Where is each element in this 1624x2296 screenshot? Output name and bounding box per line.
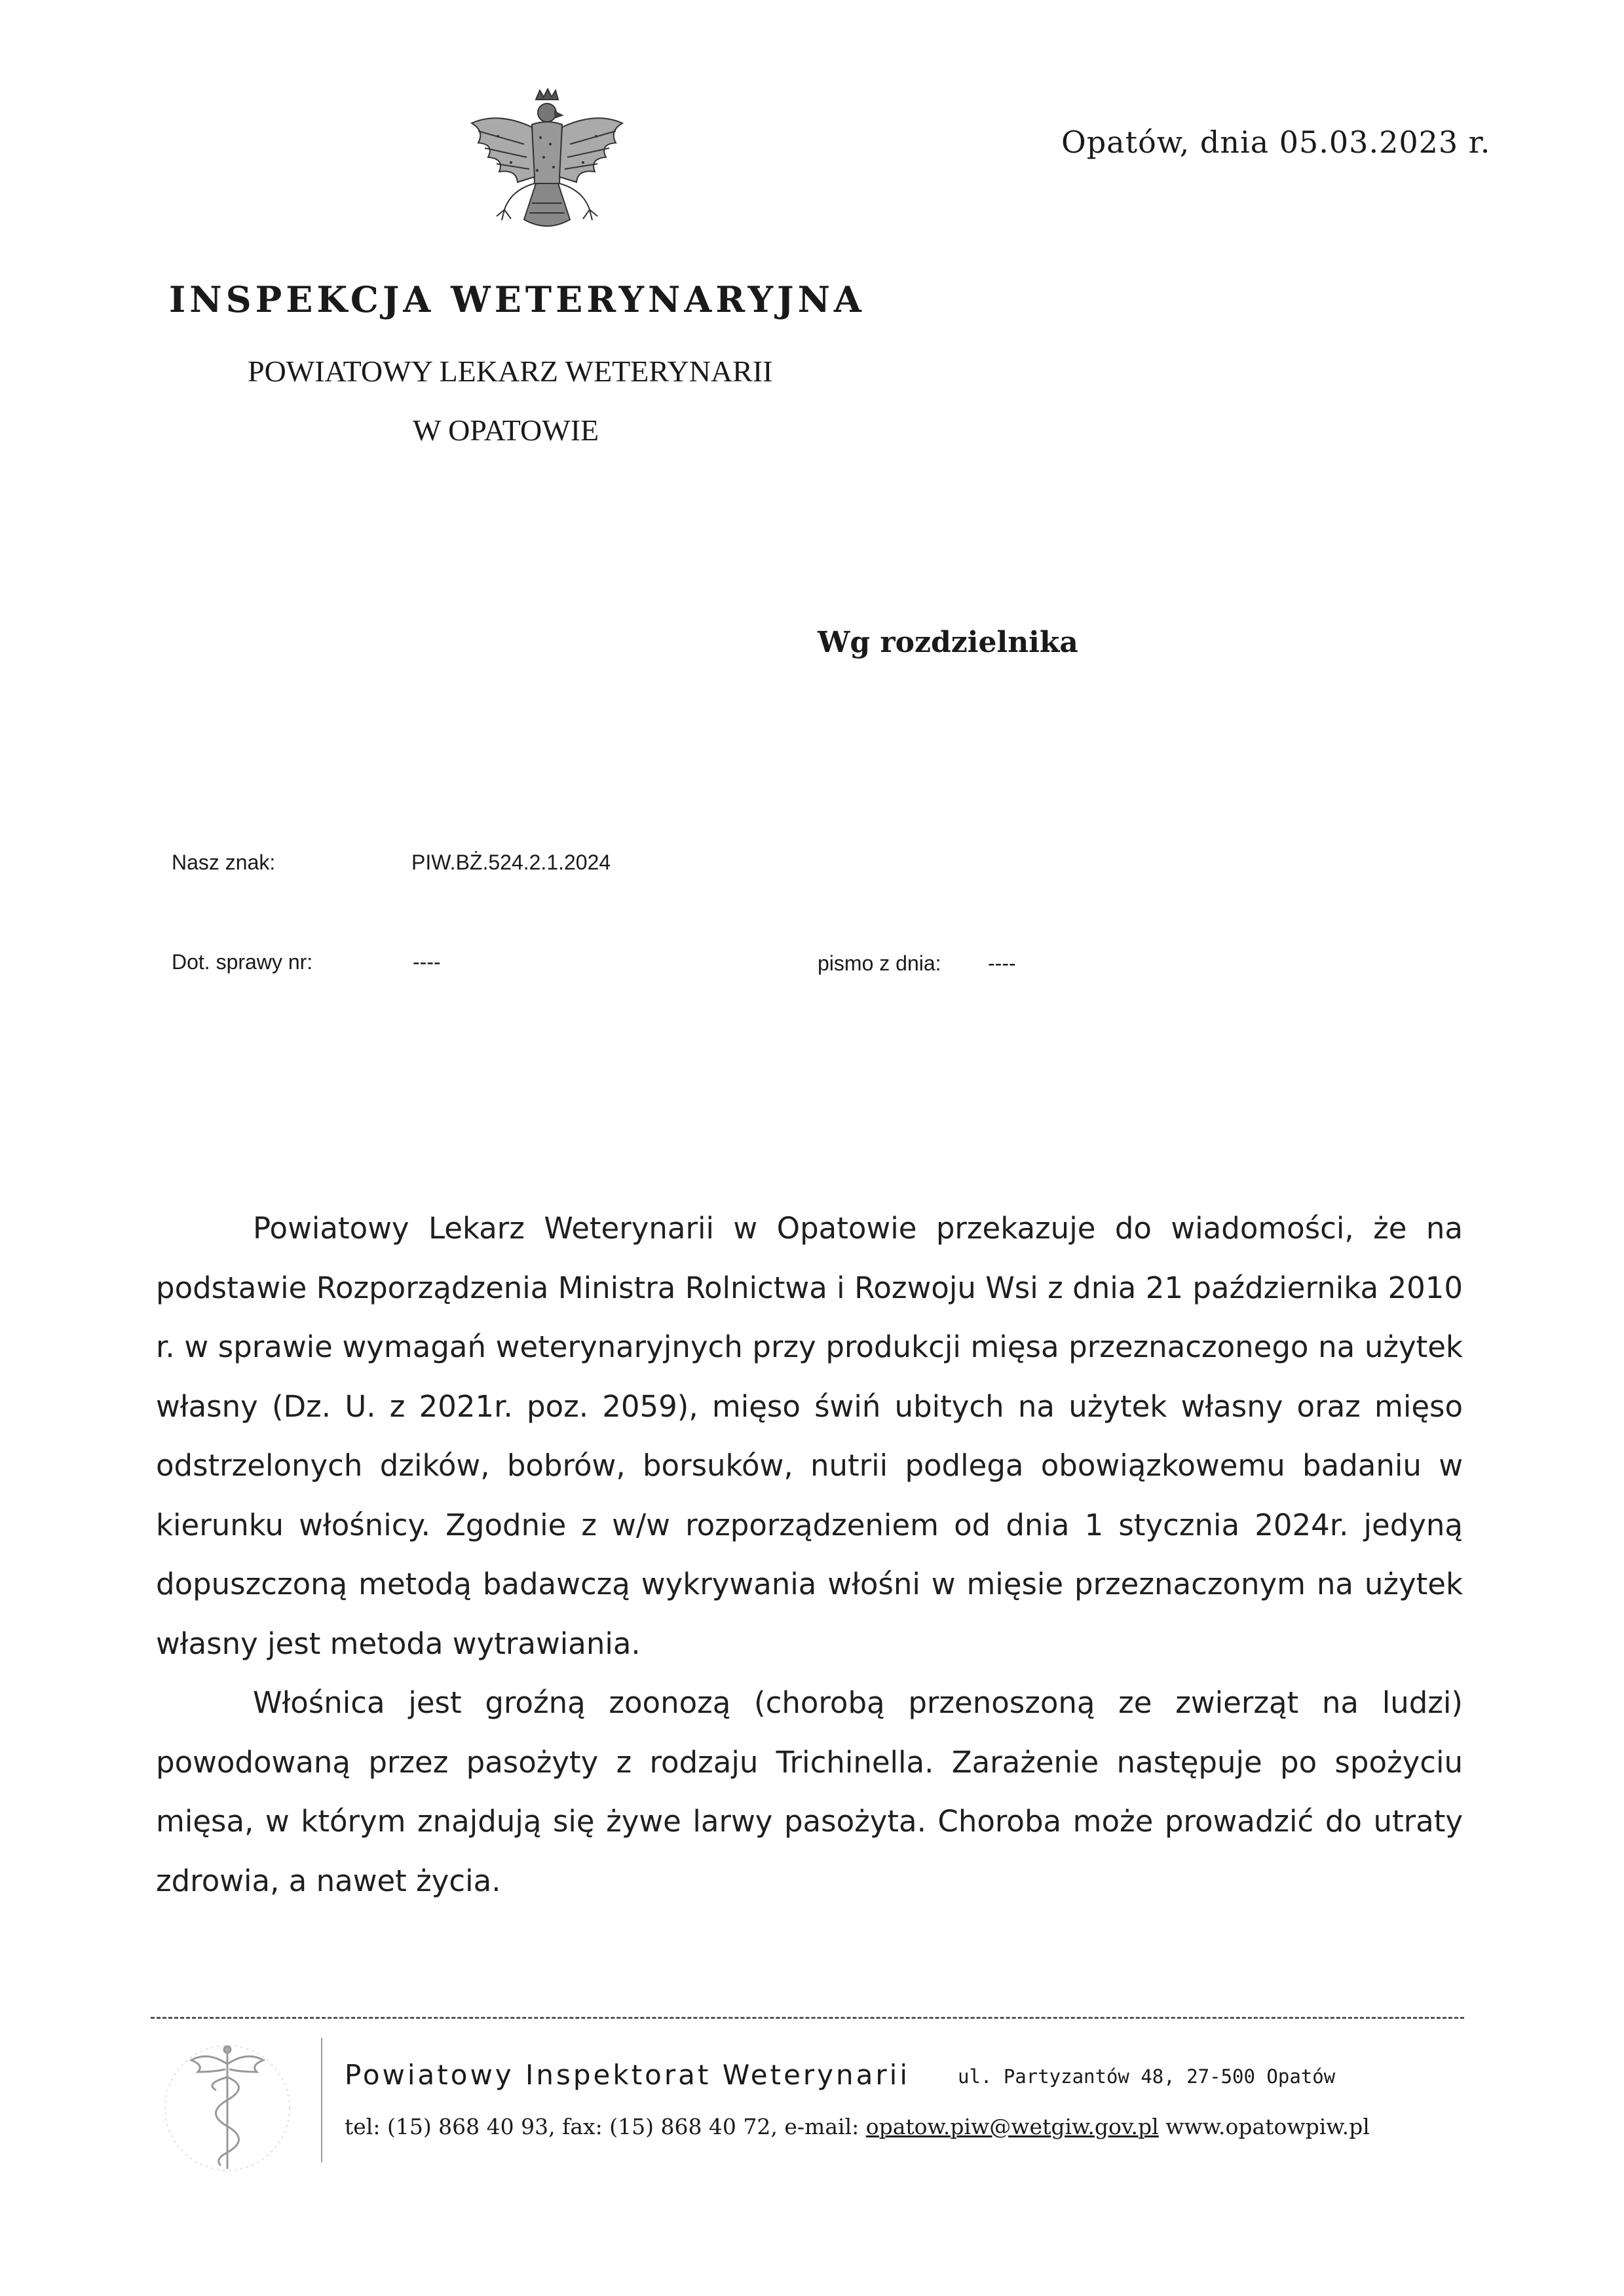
organization-subtitle: POWIATOWY LEKARZ WETERYNARII	[248, 354, 773, 388]
footer-email-link[interactable]: opatow.piw@wetgiw.gov.pl	[865, 2114, 1159, 2139]
case-number-label: Dot. sprawy nr:	[172, 950, 313, 974]
organization-name: INSPEKCJA WETERYNARYJNA	[169, 278, 865, 320]
footer-phone-fax: tel: (15) 868 40 93, fax: (15) 868 40 72, e-mail:	[345, 2114, 866, 2139]
our-sign-label: Nasz znak:	[172, 851, 276, 874]
document-date: Opatów, dnia 05.03.2023 r.	[1061, 124, 1491, 160]
organization-location: W OPATOWIE	[413, 413, 599, 447]
letter-date-label: pismo z dnia:	[818, 951, 941, 975]
case-number-value: ----	[413, 950, 441, 974]
letter-body	[156, 1199, 1463, 1911]
letter-date-value: ----	[988, 951, 1016, 975]
footer-divider	[151, 2017, 1464, 2019]
body-paragraph: Powiatowy Lekarz Weterynarii w Opatowie przekazuje do wiadomości, że na podstawie Rozporządzenia Ministra Rolnictwa i Rozwoju Wsi z dnia 21 października 2010 r. w sprawie wymagań weterynaryjnych przy produkcji mięsa przeznaczonego na użytek własny (Dz. U. z 2021r. poz. 2059), mięso świń ubitych na użytek własny oraz mięso odstrzelonych dzików, bobrów, borsuków, nutrii podlega obowiązkowemu badaniu w kierunku włośnicy. Zgodnie z w/w rozporządzeniem od dnia 1 stycznia 2024r. jedyną dopuszczoną metodą badawczą wykrywania włośni w mięsie przeznaczonym na użytek własny jest metoda wytrawiania.	[156, 1211, 1463, 1661]
footer-website-link[interactable]: www.opatowpiw.pl	[1165, 2114, 1370, 2139]
our-sign-value: PIW.BŻ.524.2.1.2024	[411, 851, 611, 874]
footer-separator	[321, 2038, 322, 2162]
footer-address: ul. Partyzantów 48, 27-500 Opatów	[958, 2065, 1336, 2088]
footer-contact	[345, 2114, 1370, 2139]
body-paragraph: Włośnica jest groźną zoonozą (chorobą przenoszoną ze zwierząt na ludzi) powodowaną przez pasożyty z rodzaju Trichinella. Zarażenie następuje po spożyciu mięsa, w którym znajdują się żywe larwy pasożyta. Choroba może prowadzić do utraty zdrowia, a nawet życia.	[156, 1685, 1463, 1898]
caduceus-icon	[152, 2038, 303, 2179]
footer-organization: Powiatowy Inspektorat Weterynarii	[345, 2059, 911, 2091]
eagle-emblem-icon	[459, 85, 629, 249]
recipient: Wg rozdzielnika	[818, 626, 1078, 659]
